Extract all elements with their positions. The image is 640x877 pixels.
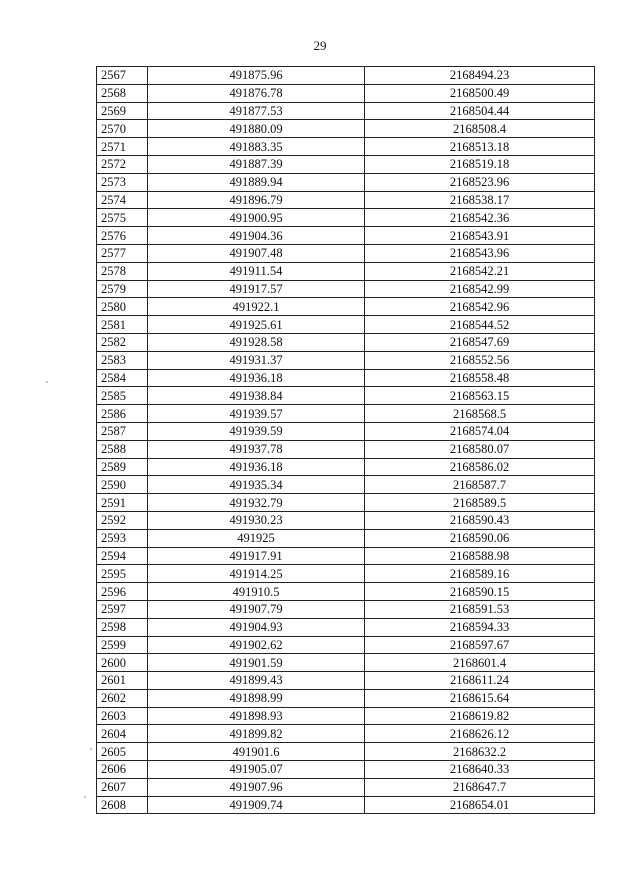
- table-row: [97, 209, 595, 227]
- y-coordinate-cell: 2168594.33: [365, 618, 595, 636]
- y-coordinate-cell: 2168504.44: [365, 102, 595, 120]
- y-coordinate-cell: 2168568.5: [365, 405, 595, 423]
- y-coordinate-cell: 2168640.33: [365, 761, 595, 779]
- point-number-cell: 2598: [97, 618, 148, 636]
- point-number-cell: 2586: [97, 405, 148, 423]
- y-coordinate-cell: 2168508.4: [365, 120, 595, 138]
- table-row: [97, 369, 595, 387]
- table-row: [97, 155, 595, 173]
- x-coordinate-cell: 491910.5: [148, 583, 365, 601]
- table-row: [97, 458, 595, 476]
- table-row: [97, 298, 595, 316]
- x-coordinate-cell: 491907.96: [148, 778, 365, 796]
- x-coordinate-cell: 491883.35: [148, 138, 365, 156]
- y-coordinate-cell: 2168538.17: [365, 191, 595, 209]
- table-row: [97, 778, 595, 796]
- y-coordinate-cell: 2168543.96: [365, 244, 595, 262]
- y-coordinate-cell: 2168542.99: [365, 280, 595, 298]
- x-coordinate-cell: 491914.25: [148, 565, 365, 583]
- scan-speck: [90, 748, 92, 750]
- x-coordinate-cell: 491911.54: [148, 262, 365, 280]
- y-coordinate-cell: 2168632.2: [365, 743, 595, 761]
- point-number-cell: 2589: [97, 458, 148, 476]
- point-number-cell: 2574: [97, 191, 148, 209]
- y-coordinate-cell: 2168519.18: [365, 155, 595, 173]
- x-coordinate-cell: 491935.34: [148, 476, 365, 494]
- point-number-cell: 2602: [97, 689, 148, 707]
- point-number-cell: 2573: [97, 173, 148, 191]
- y-coordinate-cell: 2168611.24: [365, 672, 595, 690]
- coordinates-table: [96, 66, 595, 814]
- point-number-cell: 2567: [97, 67, 148, 85]
- x-coordinate-cell: 491896.79: [148, 191, 365, 209]
- point-number-cell: 2591: [97, 494, 148, 512]
- x-coordinate-cell: 491922.1: [148, 298, 365, 316]
- x-coordinate-cell: 491902.62: [148, 636, 365, 654]
- table-row: [97, 583, 595, 601]
- table-row: [97, 672, 595, 690]
- table-row: [97, 138, 595, 156]
- y-coordinate-cell: 2168654.01: [365, 796, 595, 814]
- point-number-cell: 2595: [97, 565, 148, 583]
- table-row: [97, 476, 595, 494]
- table-row: [97, 494, 595, 512]
- x-coordinate-cell: 491905.07: [148, 761, 365, 779]
- point-number-cell: 2603: [97, 707, 148, 725]
- y-coordinate-cell: 2168544.52: [365, 316, 595, 334]
- x-coordinate-cell: 491887.39: [148, 155, 365, 173]
- x-coordinate-cell: 491917.91: [148, 547, 365, 565]
- x-coordinate-cell: 491907.79: [148, 600, 365, 618]
- x-coordinate-cell: 491901.59: [148, 654, 365, 672]
- point-number-cell: 2583: [97, 351, 148, 369]
- x-coordinate-cell: 491877.53: [148, 102, 365, 120]
- table-row: [97, 511, 595, 529]
- x-coordinate-cell: 491904.36: [148, 227, 365, 245]
- table-row: [97, 191, 595, 209]
- table-row: [97, 351, 595, 369]
- x-coordinate-cell: 491932.79: [148, 494, 365, 512]
- table-row: [97, 440, 595, 458]
- x-coordinate-cell: 491917.57: [148, 280, 365, 298]
- point-number-cell: 2576: [97, 227, 148, 245]
- y-coordinate-cell: 2168590.06: [365, 529, 595, 547]
- point-number-cell: 2577: [97, 244, 148, 262]
- table-row: [97, 547, 595, 565]
- table-row: [97, 707, 595, 725]
- y-coordinate-cell: 2168543.91: [365, 227, 595, 245]
- table-row: [97, 743, 595, 761]
- x-coordinate-cell: 491907.48: [148, 244, 365, 262]
- x-coordinate-cell: 491899.82: [148, 725, 365, 743]
- x-coordinate-cell: 491904.93: [148, 618, 365, 636]
- x-coordinate-cell: 491909.74: [148, 796, 365, 814]
- table-row: [97, 761, 595, 779]
- table-row: [97, 600, 595, 618]
- y-coordinate-cell: 2168547.69: [365, 333, 595, 351]
- y-coordinate-cell: 2168626.12: [365, 725, 595, 743]
- point-number-cell: 2596: [97, 583, 148, 601]
- point-number-cell: 2593: [97, 529, 148, 547]
- x-coordinate-cell: 491880.09: [148, 120, 365, 138]
- point-number-cell: 2569: [97, 102, 148, 120]
- point-number-cell: 2582: [97, 333, 148, 351]
- y-coordinate-cell: 2168574.04: [365, 422, 595, 440]
- point-number-cell: 2605: [97, 743, 148, 761]
- table-row: [97, 529, 595, 547]
- table-row: [97, 654, 595, 672]
- y-coordinate-cell: 2168587.7: [365, 476, 595, 494]
- table-row: [97, 387, 595, 405]
- x-coordinate-cell: 491899.43: [148, 672, 365, 690]
- scan-speck: [508, 485, 509, 486]
- table-row: [97, 84, 595, 102]
- y-coordinate-cell: 2168586.02: [365, 458, 595, 476]
- table-row: [97, 725, 595, 743]
- y-coordinate-cell: 2168542.96: [365, 298, 595, 316]
- x-coordinate-cell: 491937.78: [148, 440, 365, 458]
- y-coordinate-cell: 2168523.96: [365, 173, 595, 191]
- y-coordinate-cell: 2168589.5: [365, 494, 595, 512]
- table-row: [97, 565, 595, 583]
- table-row: [97, 636, 595, 654]
- point-number-cell: 2600: [97, 654, 148, 672]
- point-number-cell: 2601: [97, 672, 148, 690]
- x-coordinate-cell: 491939.57: [148, 405, 365, 423]
- x-coordinate-cell: 491901.6: [148, 743, 365, 761]
- point-number-cell: 2597: [97, 600, 148, 618]
- x-coordinate-cell: 491928.58: [148, 333, 365, 351]
- table-row: [97, 422, 595, 440]
- y-coordinate-cell: 2168588.98: [365, 547, 595, 565]
- point-number-cell: 2575: [97, 209, 148, 227]
- point-number-cell: 2580: [97, 298, 148, 316]
- y-coordinate-cell: 2168500.49: [365, 84, 595, 102]
- point-number-cell: 2606: [97, 761, 148, 779]
- y-coordinate-cell: 2168591.53: [365, 600, 595, 618]
- y-coordinate-cell: 2168601.4: [365, 654, 595, 672]
- y-coordinate-cell: 2168590.15: [365, 583, 595, 601]
- scan-speck: [84, 796, 86, 798]
- table-row: [97, 173, 595, 191]
- table-row: [97, 405, 595, 423]
- point-number-cell: 2587: [97, 422, 148, 440]
- point-number-cell: 2581: [97, 316, 148, 334]
- x-coordinate-cell: 491898.99: [148, 689, 365, 707]
- y-coordinate-cell: 2168542.21: [365, 262, 595, 280]
- point-number-cell: 2594: [97, 547, 148, 565]
- y-coordinate-cell: 2168563.15: [365, 387, 595, 405]
- x-coordinate-cell: 491900.95: [148, 209, 365, 227]
- table-row: [97, 689, 595, 707]
- y-coordinate-cell: 2168494.23: [365, 67, 595, 85]
- page-number: 29: [313, 38, 327, 53]
- point-number-cell: 2604: [97, 725, 148, 743]
- point-number-cell: 2608: [97, 796, 148, 814]
- scan-speck: [46, 381, 48, 383]
- point-number-cell: 2570: [97, 120, 148, 138]
- table-row: [97, 333, 595, 351]
- point-number-cell: 2584: [97, 369, 148, 387]
- x-coordinate-cell: 491930.23: [148, 511, 365, 529]
- x-coordinate-cell: 491936.18: [148, 458, 365, 476]
- table-row: [97, 67, 595, 85]
- x-coordinate-cell: 491876.78: [148, 84, 365, 102]
- point-number-cell: 2578: [97, 262, 148, 280]
- table-row: [97, 618, 595, 636]
- table-row: [97, 262, 595, 280]
- point-number-cell: 2588: [97, 440, 148, 458]
- x-coordinate-cell: 491875.96: [148, 67, 365, 85]
- x-coordinate-cell: 491925: [148, 529, 365, 547]
- x-coordinate-cell: 491898.93: [148, 707, 365, 725]
- y-coordinate-cell: 2168558.48: [365, 369, 595, 387]
- point-number-cell: 2579: [97, 280, 148, 298]
- y-coordinate-cell: 2168589.16: [365, 565, 595, 583]
- table-row: [97, 796, 595, 814]
- y-coordinate-cell: 2168590.43: [365, 511, 595, 529]
- y-coordinate-cell: 2168615.64: [365, 689, 595, 707]
- point-number-cell: 2571: [97, 138, 148, 156]
- y-coordinate-cell: 2168542.36: [365, 209, 595, 227]
- coordinates-table-body: [97, 67, 595, 814]
- table-row: [97, 102, 595, 120]
- point-number-cell: 2592: [97, 511, 148, 529]
- y-coordinate-cell: 2168513.18: [365, 138, 595, 156]
- point-number-cell: 2590: [97, 476, 148, 494]
- table-row: [97, 120, 595, 138]
- x-coordinate-cell: 491925.61: [148, 316, 365, 334]
- x-coordinate-cell: 491939.59: [148, 422, 365, 440]
- y-coordinate-cell: 2168597.67: [365, 636, 595, 654]
- table-row: [97, 244, 595, 262]
- x-coordinate-cell: 491931.37: [148, 351, 365, 369]
- x-coordinate-cell: 491938.84: [148, 387, 365, 405]
- table-row: [97, 316, 595, 334]
- table-row: [97, 280, 595, 298]
- y-coordinate-cell: 2168580.07: [365, 440, 595, 458]
- x-coordinate-cell: 491936.18: [148, 369, 365, 387]
- y-coordinate-cell: 2168619.82: [365, 707, 595, 725]
- point-number-cell: 2585: [97, 387, 148, 405]
- point-number-cell: 2568: [97, 84, 148, 102]
- table-row: [97, 227, 595, 245]
- point-number-cell: 2599: [97, 636, 148, 654]
- y-coordinate-cell: 2168647.7: [365, 778, 595, 796]
- point-number-cell: 2572: [97, 155, 148, 173]
- y-coordinate-cell: 2168552.56: [365, 351, 595, 369]
- point-number-cell: 2607: [97, 778, 148, 796]
- x-coordinate-cell: 491889.94: [148, 173, 365, 191]
